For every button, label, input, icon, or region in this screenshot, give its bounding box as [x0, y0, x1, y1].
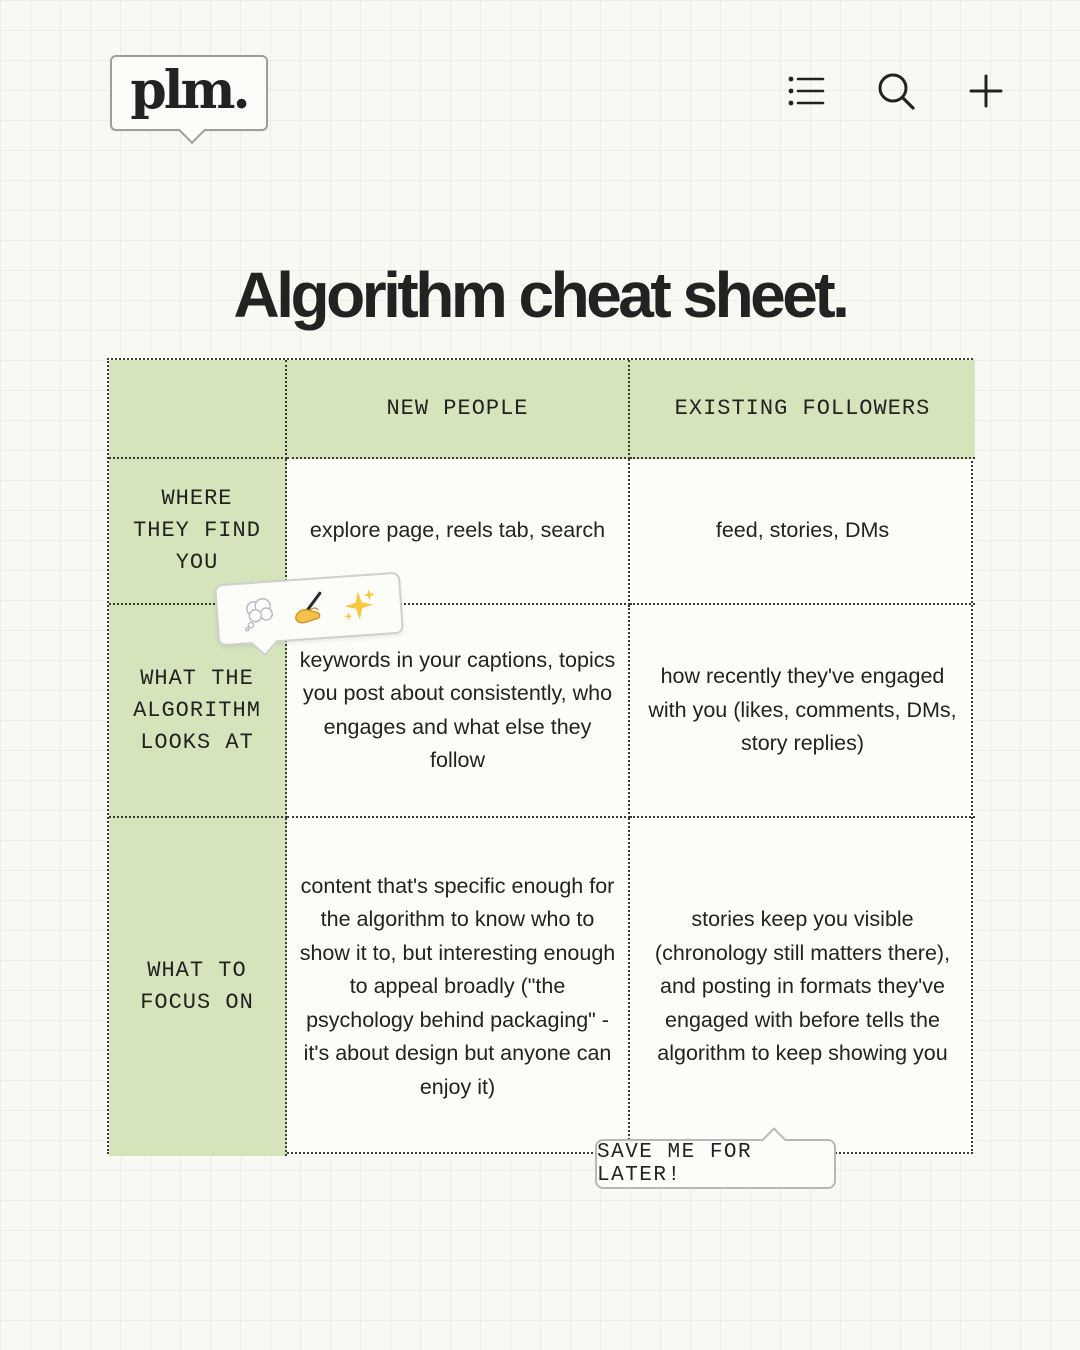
menu-icon[interactable]: [783, 68, 829, 114]
cell-existing-followers-looks-at: how recently they've engaged with you (likes, comments, DMs, story replies): [630, 605, 975, 818]
plus-icon[interactable]: [963, 68, 1009, 114]
cell-existing-followers-where: feed, stories, DMs: [630, 459, 975, 605]
cell-new-people-focus: content that's specific enough for the algorithm to know who to show it to, but interesting enough to appeal broadly ("the psychology behind packaging" - it's about design but anyone can enjoy it): [287, 818, 630, 1156]
cell-new-people-where: explore page, reels tab, search: [287, 459, 630, 605]
column-header-new-people: NEW PEOPLE: [287, 360, 630, 459]
page-title: Algorithm cheat sheet.: [233, 259, 847, 331]
cell-existing-followers-focus: stories keep you visible (chronology still matters there), and posting in formats they've engaged with before tells the algorithm to keep showing you: [654, 907, 951, 1066]
writing-hand-icon: [290, 590, 328, 628]
row-label-what-to-focus-on: WHAT TO FOCUS ON: [109, 818, 287, 1156]
row-label-where-they-find-you: WHERE THEY FIND YOU: [109, 459, 287, 605]
save-me-for-later-bubble[interactable]: [595, 1139, 836, 1189]
cell-new-people-looks-at: keywords in your captions, topics you post about consistently, who engages and what else they follow: [287, 605, 630, 818]
search-icon[interactable]: [873, 68, 919, 114]
column-header-existing-followers: EXISTING FOLLOWERS: [630, 360, 975, 459]
sparkles-icon: [340, 586, 378, 624]
emoji-sticker: [214, 572, 404, 647]
thought-balloon-icon: [240, 593, 278, 631]
cheat-sheet-table: [107, 358, 973, 1154]
logo-text: plm.: [130, 59, 248, 121]
save-me-label: SAVE ME FOR LATER!: [597, 1141, 753, 1187]
table-corner-cell: [109, 360, 287, 459]
logo-bubble[interactable]: [110, 55, 268, 131]
row-label-what-algorithm-looks-at: WHAT THE ALGORITHM LOOKS AT: [109, 605, 287, 818]
